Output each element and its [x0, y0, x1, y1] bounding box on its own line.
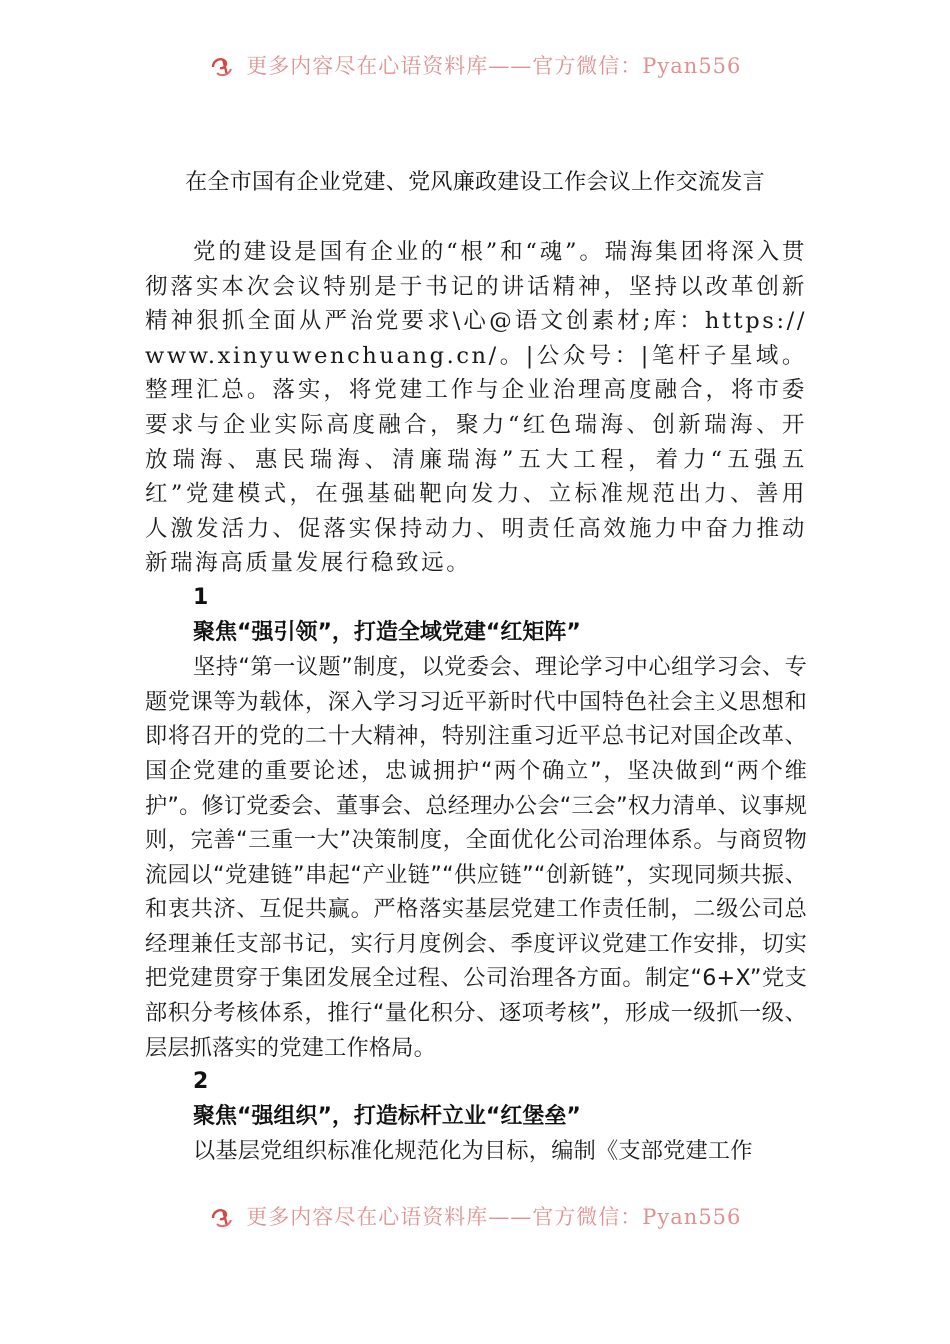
section-heading: 聚焦“强组织”，打造标杆立业“红堡垒”: [193, 1103, 581, 1129]
section-number: 1: [193, 584, 209, 610]
watermark-logo-icon: [209, 53, 235, 79]
document-body: [145, 235, 807, 1195]
watermark-logo-icon: [209, 1204, 235, 1230]
watermark-text: 更多内容尽在心语资料库——官方微信：Pyan556: [246, 53, 742, 78]
watermark-footer: [0, 1203, 950, 1243]
watermark-text: 更多内容尽在心语资料库——官方微信：Pyan556: [246, 1204, 742, 1229]
section-heading: 聚焦“强引领”，打造全域党建“红矩阵”: [193, 619, 581, 645]
section-paragraph: 坚持“第一议题”制度，以党委会、理论学习中心组学习会、专题党课等为载体，深入学习习近平新时代中国特色社会主义思想和即将召开的党的二十大精神，特别注重习近平总书记对国企改革、国企党建的重要论述，忠诚拥护“两个确立”，坚决做到“两个维护”。修订党委会、董事会、总经理办公会“三会”权力清单、议事规则，完善“三重一大”决策制度，全面优化公司治理体系。与商贸物流园以“党建链”串起“产业链”“供应链”“创新链”，实现同频共振、和衷共济、互促共赢。严格落实基层党建工作责任制，二级公司总经理兼任支部书记，实行月度例会、季度评议党建工作安排，切实把党建贯穿于集团发展全过程、公司治理各方面。制定“6+X”党支部积分考核体系，推行“量化积分、逐项考核”，形成一级抓一级、层层抓落实的党建工作格局。: [145, 654, 807, 1061]
intro-paragraph: 党的建设是国有企业的“根”和“魂”。瑞海集团将深入贯彻落实本次会议特别是于书记的讲话精神，坚持以改革创新精神狠抓全面从严治党要求\心@语文创素材;库：https://www.xinyuwenchuang.cn/。|公众号：|笔杆子星域。整理汇总。落实，将党建工作与企业治理高度融合，将市委要求与企业实际高度融合，聚力“红色瑞海、创新瑞海、开放瑞海、惠民瑞海、清廉瑞海”五大工程，着力“五强五红”党建模式，在强基础靶向发力、立标准规范出力、善用人激发活力、促落实保持动力、明责任高效施力中奋力推动新瑞海高质量发展行稳致远。: [145, 239, 807, 577]
section-paragraph: 以基层党组织标准化规范化为目标，编制《支部党建工作: [193, 1138, 753, 1165]
watermark-header: [0, 52, 950, 92]
section-number: 2: [193, 1069, 209, 1095]
document-title: 在全市国有企业党建、党风廉政建设工作会议上作交流发言: [185, 170, 765, 195]
